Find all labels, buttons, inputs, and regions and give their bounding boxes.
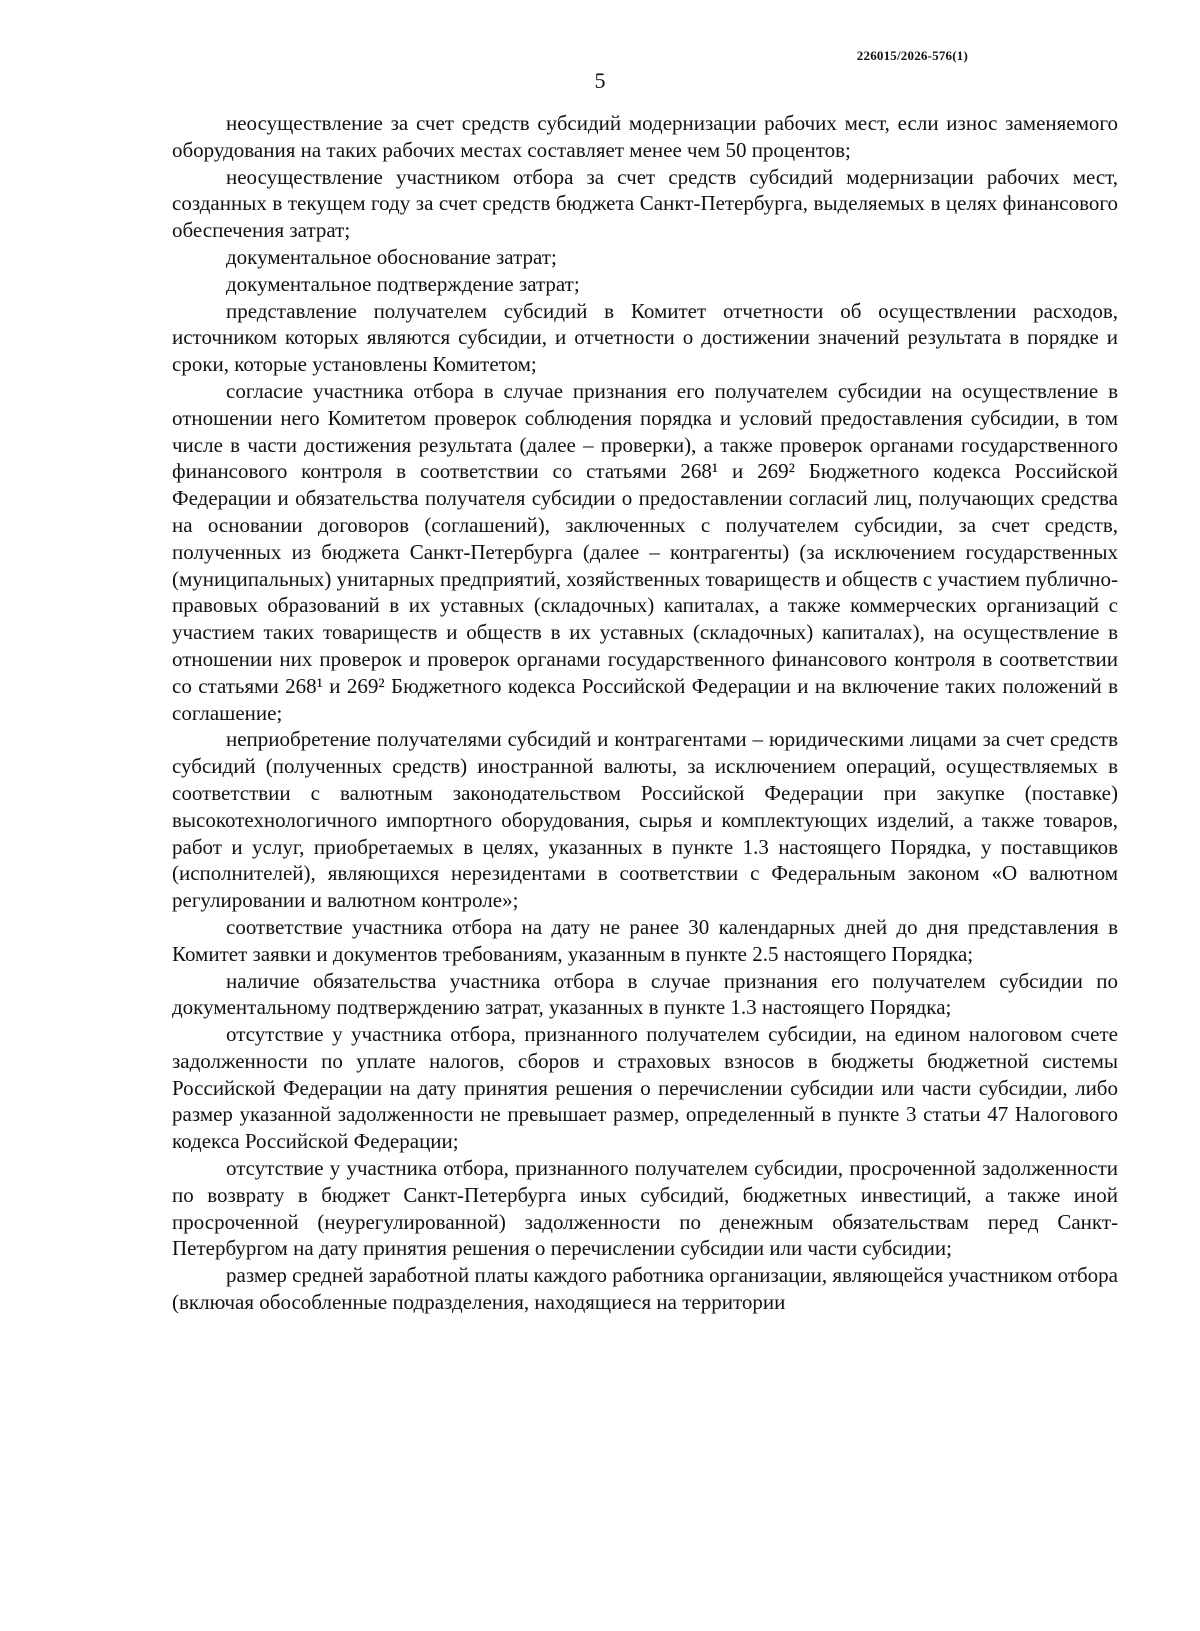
paragraph: документальное подтверждение затрат;	[226, 271, 580, 296]
paragraph: представление получателем субсидий в Комитет отчетности об осуществлении расходов, источником которых являются субсидии, и отчетности о достижении значений результата в порядке и сроки, которые установлены Комитетом;	[172, 298, 1118, 377]
paragraph: отсутствие у участника отбора, признанного получателем субсидии, на едином налоговом счете задолженности по уплате налогов, сборов и страховых взносов в бюджеты бюджетной системы Российской Федерации на дату принятия решения о перечислении субсидии или части субсидии, либо размер указанной задолженности не превышает размер, определенный в пункте 3 статьи 47 Налогового кодекса Российской Федерации;	[172, 1022, 1118, 1154]
document-body	[172, 110, 1118, 1316]
paragraph: согласие участника отбора в случае признания его получателем субсидии на осуществление в отношении него Комитетом проверок соблюдения порядка и условий предоставления субсидии, в том числе в части достижения результата (далее – проверки), а также проверок органами государственного финансового контроля в соответствии со статьями 268¹ и 269² Бюджетного кодекса Российской Федерации и обязательства получателя субсидии о предоставлении согласий лиц, получающих средства на основании договоров (соглашений), заключенных с получателем субсидии, за счет средств, полученных из бюджета Санкт-Петербурга (далее – контрагенты) (за исключением государственных (муниципальных) унитарных предприятий, хозяйственных товариществ и обществ с участием публично-правовых образований в их уставных (складочных) капиталах, а также коммерческих организаций с участием таких товариществ и обществ в их уставных (складочных) капиталах), на осуществление в отношении них проверок и проверок органами государственного финансового контроля в соответствии со статьями 268¹ и 269² Бюджетного кодекса Российской Федерации и на включение таких положений в соглашение;	[172, 378, 1118, 725]
paragraph: наличие обязательства участника отбора в случае признания его получателем субсидии по документальному подтверждению затрат, указанных в пункте 1.3 настоящего Порядка;	[172, 968, 1118, 1020]
paragraph: документальное обоснование затрат;	[226, 244, 557, 269]
paragraph: неосуществление участником отбора за счет средств субсидий модернизации рабочих мест, созданных в текущем году за счет средств бюджета Санкт-Петербурга, выделяемых в целях финансового обеспечения затрат;	[172, 164, 1118, 243]
paragraph: соответствие участника отбора на дату не ранее 30 календарных дней до дня представления в Комитет заявки и документов требованиям, указанным в пункте 2.5 настоящего Порядка;	[172, 914, 1118, 966]
page-number: 5	[594, 68, 606, 93]
paragraph: неосуществление за счет средств субсидий модернизации рабочих мест, если износ заменяемого оборудования на таких рабочих местах составляет менее чем 50 процентов;	[172, 111, 1118, 162]
document-id: 226015/2026-576(1)	[856, 48, 968, 63]
paragraph: отсутствие у участника отбора, признанного получателем субсидии, просроченной задолженности по возврату в бюджет Санкт-Петербурга иных субсидий, бюджетных инвестиций, а также иной просроченной (неурегулированной) задолженности по денежным обязательствам перед Санкт-Петербургом на дату принятия решения о перечислении субсидии или части субсидии;	[172, 1156, 1118, 1261]
paragraph: размер средней заработной платы каждого работника организации, являющейся участником отбора (включая обособленные подразделения, находящиеся на территории	[172, 1263, 1118, 1315]
paragraph: неприобретение получателями субсидий и контрагентами – юридическими лицами за счет средств субсидий (полученных средств) иностранной валюты, за исключением операций, осуществляемых в соответствии с валютным законодательством Российской Федерации при закупке (поставке) высокотехнологичного импортного оборудования, сырья и комплектующих изделий, а также товаров, работ и услуг, приобретаемых в целях, указанных в пункте 1.3 настоящего Порядка, у поставщиков (исполнителей), являющихся нерезидентами в соответствии с Федеральным законом «О валютном регулировании и валютном контроле»;	[172, 727, 1118, 913]
